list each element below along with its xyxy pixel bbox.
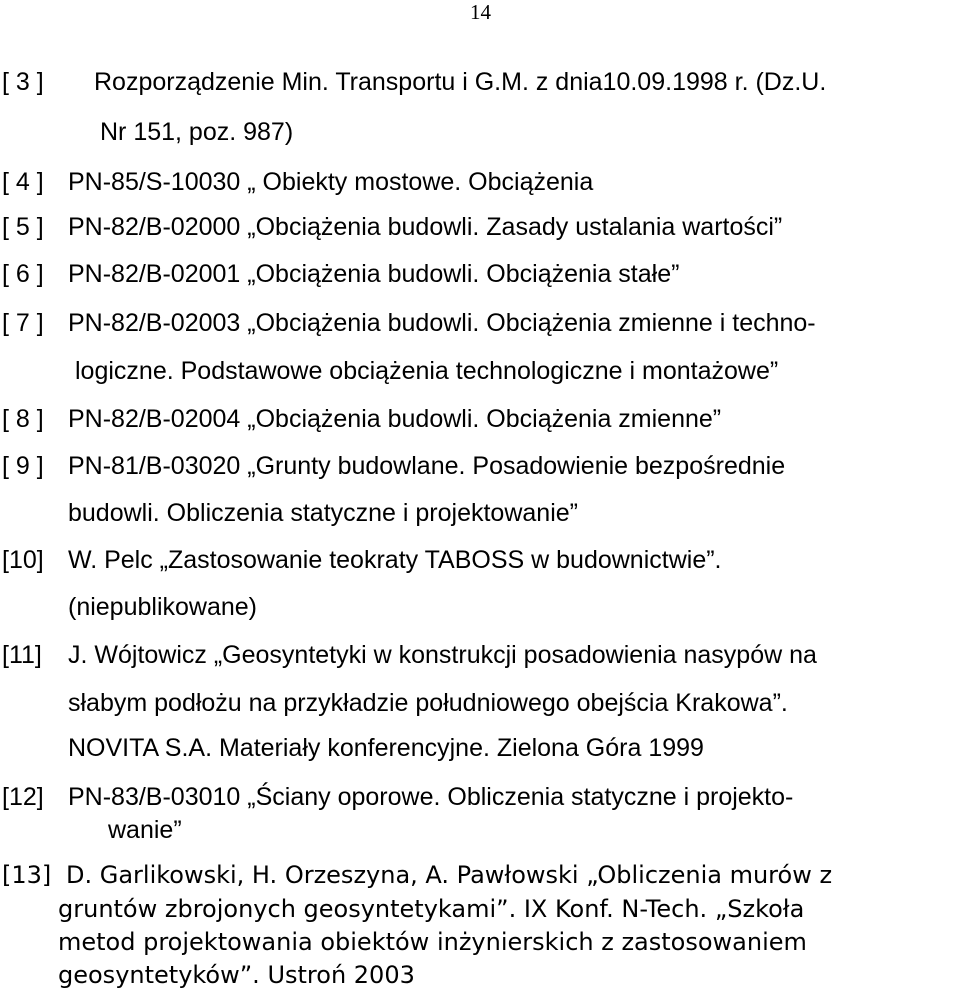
reference-text: budowli. Obliczenia statyczne i projektowanie” [68,499,578,527]
reference-text: słabym podłożu na przykładzie południowego obejścia Krakowa”. [68,689,788,717]
reference-text: (niepublikowane) [68,593,258,621]
page-number: 14 [470,0,491,24]
reference-text: PN-82/B-02000 „Obciążenia budowli. Zasady ustalania wartości” [68,213,783,241]
reference-text: D. Garlikowski, H. Orzeszyna, A. Pawłowski „Obliczenia murów z [66,861,833,889]
reference-number: [ 5 ] [2,213,44,241]
reference-text: PN-83/B-03010 „Ściany oporowe. Obliczenia statyczne i projekto- [68,783,794,811]
reference-text: PN-82/B-02003 „Obciążenia budowli. Obciążenia zmienne i techno- [68,309,816,337]
reference-text: PN-81/B-03020 „Grunty budowlane. Posadowienie bezpośrednie [68,452,786,480]
reference-text: NOVITA S.A. Materiały konferencyjne. Zielona Góra 1999 [68,734,704,762]
reference-number: [13] [2,861,52,889]
reference-text: Rozporządzenie Min. Transportu i G.M. z dnia10.09.1998 r. (Dz.U. [94,68,827,96]
reference-text: Nr 151, poz. 987) [100,118,294,146]
reference-number: [ 4 ] [2,168,44,196]
reference-number: [ 9 ] [2,452,44,480]
reference-text: W. Pelc „Zastosowanie teokraty TABOSS w budownictwie”. [68,546,722,574]
reference-text: J. Wójtowicz „Geosyntetyki w konstrukcji posadowienia nasypów na [68,641,817,669]
reference-number: [ 7 ] [2,309,44,337]
reference-text: PN-85/S-10030 „ Obiekty mostowe. Obciążenia [68,168,594,196]
reference-text: metod projektowania obiektów inżynierskich z zastosowaniem [58,928,807,956]
reference-number: [ 3 ] [2,68,44,96]
reference-text: wanie” [108,816,182,844]
reference-number: [ 6 ] [2,260,44,288]
reference-text: PN-82/B-02004 „Obciążenia budowli. Obciążenia zmienne” [68,405,722,433]
reference-number: [11] [2,641,42,669]
reference-text: logiczne. Podstawowe obciążenia technologiczne i montażowe” [75,357,779,385]
reference-text: PN-82/B-02001 „Obciążenia budowli. Obciążenia stałe” [68,260,680,288]
reference-number: [12] [2,783,44,811]
reference-number: [ 8 ] [2,405,44,433]
reference-text: geosyntetyków”. Ustroń 2003 [58,961,415,989]
reference-number: [10] [2,546,44,574]
reference-text: gruntów zbrojonych geosyntetykami”. IX Konf. N-Tech. „Szkoła [58,895,805,923]
